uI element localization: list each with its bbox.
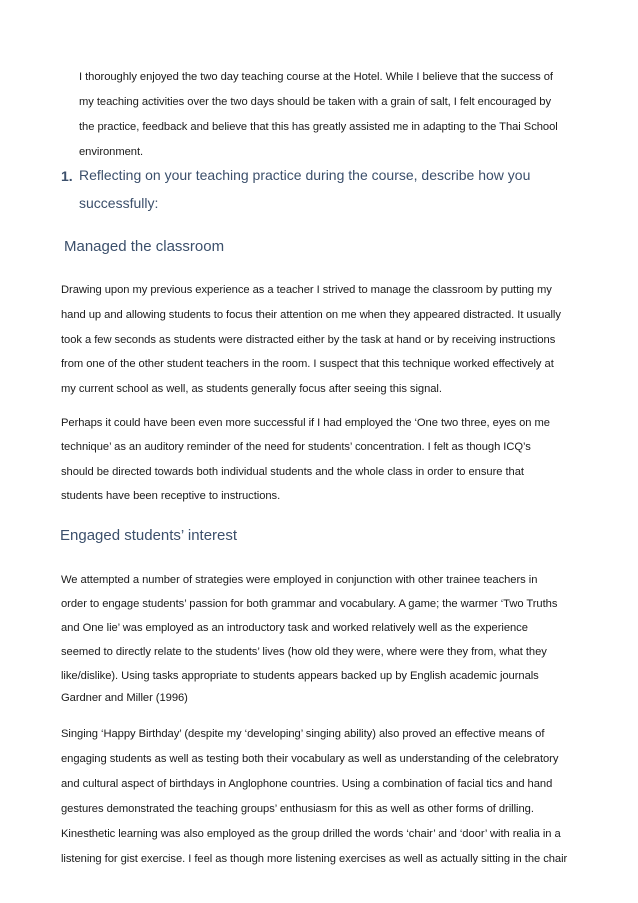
body-line: from one of the other student teachers in the room. I suspect that this technique worked effectively at [61,358,554,370]
intro-line: environment. [79,146,144,158]
question-line: Reflecting on your teaching practice during the course, describe how you [79,167,531,183]
body-line: hand up and allowing students to focus their attention on me when they appeared distracted. It usually [61,309,561,321]
intro-line: I thoroughly enjoyed the two day teaching course at the Hotel. While I believe that the success of [79,71,553,83]
body-line: gestures demonstrated the teaching groups’ enthusiasm for this as well as other forms of drilling. [61,803,534,815]
body-line: Drawing upon my previous experience as a teacher I strived to manage the classroom by putting my [61,284,552,296]
intro-line: my teaching activities over the two days should be taken with a grain of salt, I felt encouraged by [79,96,552,108]
section-heading-classroom: Managed the classroom [64,238,225,255]
section-heading-interest: Engaged students’ interest [60,527,238,544]
body-line: should be directed towards both individual students and the whole class in order to ensure that [61,466,524,478]
body-line: took a few seconds as students were distracted either by the task at hand or by receiving instructions [61,334,556,346]
body-line: my current school as well, as students generally focus after seeing this signal. [61,383,442,395]
body-line: students have been receptive to instructions. [61,490,281,502]
body-line: and One lie’ was employed as an introductory task and worked relatively well as the experience [61,622,528,634]
question-line: successfully: [79,195,159,211]
intro-line: the practice, feedback and believe that this has greatly assisted me in adapting to the Thai School [79,121,558,133]
question-number: 1. [61,168,73,184]
body-line: engaging students as well as testing both their vocabulary as well as understanding of the celebratory [61,753,559,765]
body-line: seemed to directly relate to the students’ lives (how old they were, where were they from, what they [61,646,547,658]
body-line: order to engage students’ passion for both grammar and vocabulary. A game; the warmer ‘Two Truths [61,598,558,610]
body-line: We attempted a number of strategies were employed in conjunction with other trainee teachers in [61,574,538,586]
body-line: technique’ as an auditory reminder of the need for students’ concentration. I felt as though ICQ’s [61,441,531,453]
body-line: Perhaps it could have been even more successful if I had employed the ‘One two three, eyes on me [61,417,550,429]
body-line: Kinesthetic learning was also employed as the group drilled the words ‘chair’ and ‘door’ with realia in a [61,828,561,840]
citation-line: Gardner and Miller (1996) [61,692,188,704]
body-line: and cultural aspect of birthdays in Anglophone countries. Using a combination of facial tics and hand [61,778,553,790]
body-line: like/dislike). Using tasks appropriate to students appears backed up by English academic journals [61,670,539,682]
body-line: listening for gist exercise. I feel as though more listening exercises as well as actually sitting in the chair [61,853,568,865]
body-line: Singing ‘Happy Birthday’ (despite my ‘developing’ singing ability) also proved an effective means of [61,728,545,740]
